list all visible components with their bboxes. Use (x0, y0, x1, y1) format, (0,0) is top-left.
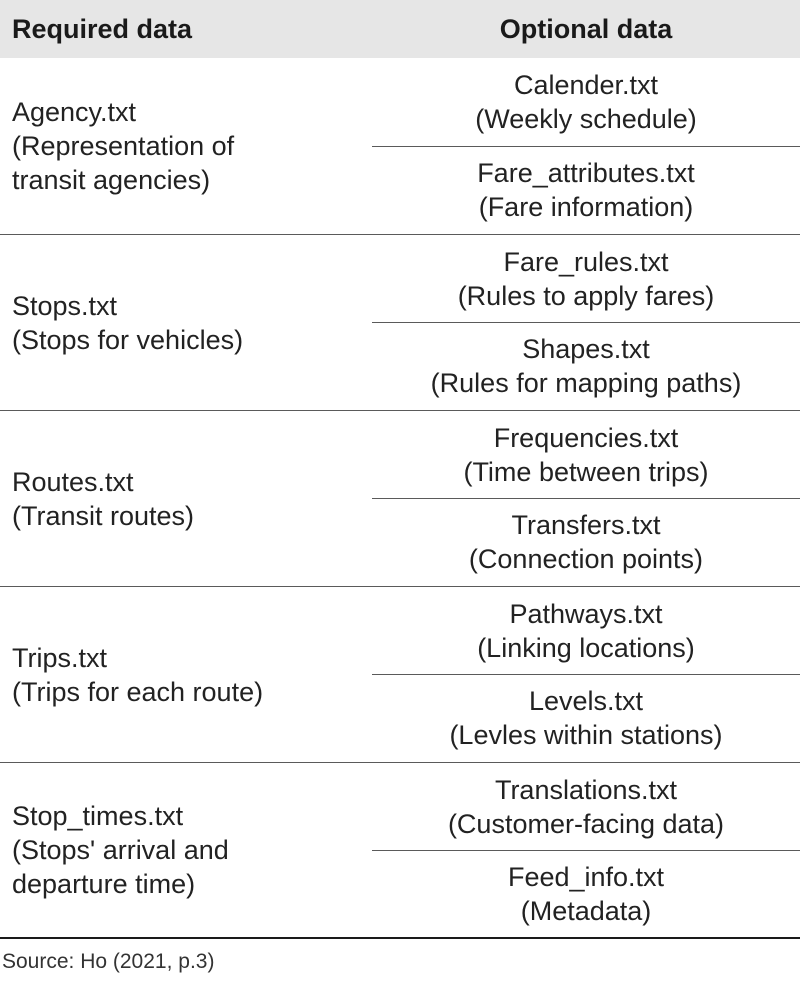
optional-cell-pathways (372, 587, 800, 674)
optional-file-desc: (Levles within stations) (449, 720, 723, 750)
optional-cell-shapes (372, 322, 800, 410)
optional-file-desc: (Rules for mapping paths) (430, 368, 742, 398)
required-cell-stops (12, 235, 367, 411)
optional-file-desc: (Metadata) (520, 895, 652, 926)
required-line: (Stops' arrival and (12, 835, 229, 865)
optional-file-desc: (Connection points) (468, 544, 704, 574)
optional-file-desc: (Time between trips) (463, 456, 709, 487)
required-line: Routes.txt (12, 467, 134, 497)
optional-cell-feed-info (372, 850, 800, 937)
required-line: transit agencies) (12, 165, 211, 195)
optional-file-name: Translations.txt (494, 774, 678, 805)
optional-file-name: Frequencies.txt (493, 422, 679, 453)
required-line: Agency.txt (12, 97, 137, 127)
required-line: Stops.txt (12, 291, 118, 321)
required-line: (Representation of (12, 131, 235, 161)
required-cell-agency (12, 58, 367, 234)
optional-file-desc: (Customer-facing data) (447, 808, 725, 839)
required-cell-routes (12, 411, 367, 587)
required-line: (Stops for vehicles) (12, 325, 244, 355)
optional-file-desc: (Weekly schedule) (475, 104, 697, 134)
optional-cell-calender (372, 58, 800, 146)
optional-file-name: Fare_rules.txt (503, 246, 669, 277)
table-bottom-rule (0, 937, 800, 939)
optional-file-desc: (Linking locations) (477, 632, 695, 663)
required-line: (Trips for each route) (12, 677, 264, 707)
optional-file-desc: (Fare information) (478, 192, 694, 222)
optional-file-name: Shapes.txt (522, 334, 650, 364)
table-header (0, 0, 800, 58)
required-line: Stop_times.txt (12, 801, 184, 831)
required-line: (Transit routes) (12, 501, 195, 531)
optional-cell-frequencies (372, 411, 800, 498)
optional-file-name: Levels.txt (528, 686, 644, 716)
required-line: departure time) (12, 869, 196, 899)
optional-file-name: Pathways.txt (509, 598, 663, 629)
optional-cell-transfers (372, 498, 800, 586)
optional-file-name: Calender.txt (513, 70, 659, 100)
required-line: Trips.txt (12, 643, 108, 673)
source-note: Source: Ho (2021, p.3) (2, 950, 215, 973)
optional-cell-translations (372, 763, 800, 850)
optional-file-name: Fare_attributes.txt (477, 158, 695, 188)
optional-cell-fare-attributes (372, 146, 800, 234)
header-required: Required data (12, 14, 193, 44)
optional-cell-levels (372, 674, 800, 762)
optional-cell-fare-rules (372, 235, 800, 322)
optional-file-name: Transfers.txt (511, 510, 661, 540)
optional-file-desc: (Rules to apply fares) (457, 280, 715, 311)
optional-file-name: Feed_info.txt (507, 861, 665, 892)
required-cell-stop-times (12, 763, 367, 937)
header-optional: Optional data (499, 14, 673, 44)
required-cell-trips (12, 587, 367, 763)
